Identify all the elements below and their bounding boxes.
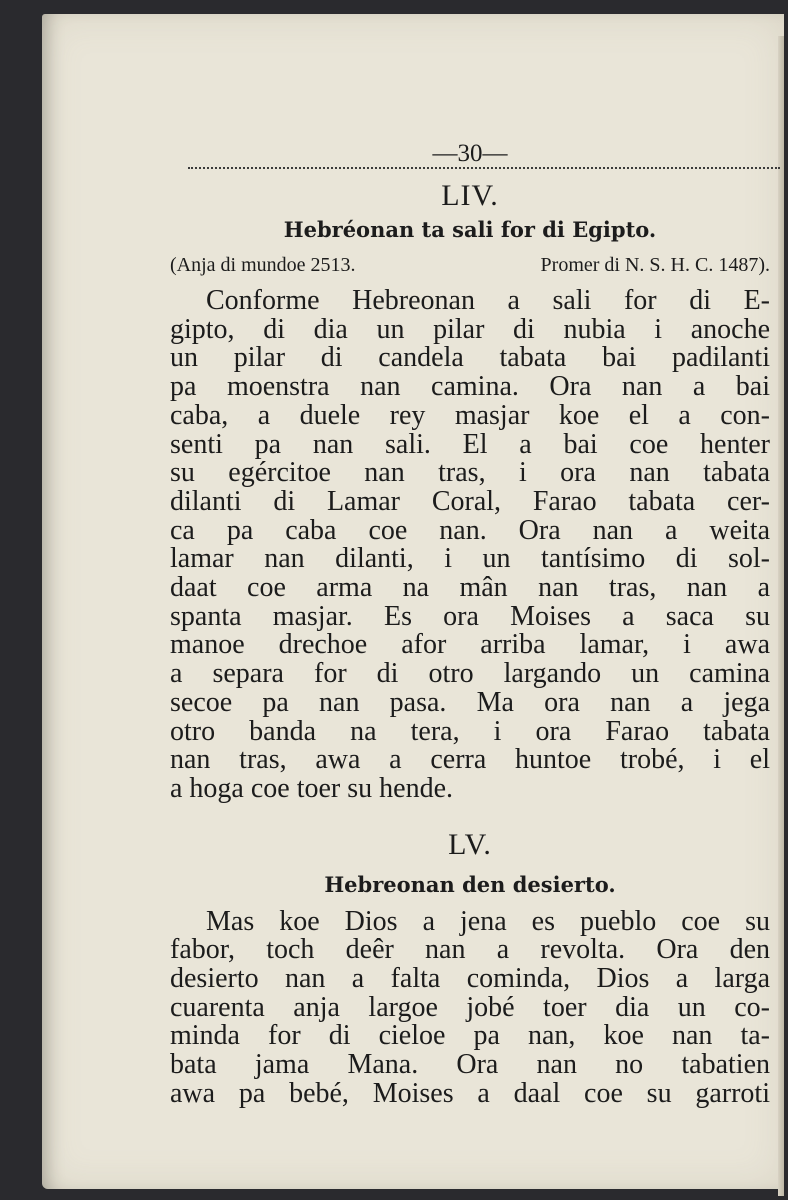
page-content (170, 139, 770, 1109)
text-line: desierto nan a falta cominda, Dios a larga (170, 963, 770, 995)
text-line: spanta masjar. Es ora Moises a saca su (170, 600, 770, 632)
page-number: —30— (432, 140, 508, 167)
text-line: ca pa caba coe nan. Ora nan a weita (170, 514, 770, 546)
section-title: Hebreonan den desierto. (324, 871, 616, 897)
text-line: fabor, toch deêr nan a revolta. Ora den (170, 934, 770, 966)
text-line: a hoga coe toer su hende. (170, 772, 453, 804)
text-line: dilanti di Lamar Coral, Farao tabata cer- (170, 485, 770, 517)
section-number: LIV. (441, 179, 499, 212)
text-line: su egércitoe nan tras, i ora nan tabata (170, 457, 770, 489)
text-line: awa pa bebé, Moises a daal coe su garroti (170, 1077, 770, 1109)
text-line: nan tras, awa a cerra huntoe trobé, i el (170, 744, 770, 776)
text-line: cuarenta anja largoe jobé toer dia un co- (170, 991, 770, 1023)
text-line: lamar nan dilanti, i un tantísimo di sol- (170, 543, 770, 575)
date-left: (Anja di mundoe 2513. (170, 254, 356, 276)
text-line: manoe drechoe afor arriba lamar, i awa (170, 629, 770, 661)
text-line: minda for di cieloe pa nan, koe nan ta- (170, 1020, 770, 1052)
text-line: secoe pa nan pasa. Ma ora nan a jega (170, 686, 770, 718)
page-header (170, 139, 770, 173)
book-page (42, 14, 784, 1189)
date-right: Promer di N. S. H. C. 1487). (540, 254, 770, 276)
text-line: senti pa nan sali. El a bai coe henter (170, 428, 770, 460)
section-number: LV. (448, 827, 492, 861)
text-line: pa moenstra nan camina. Ora nan a bai (170, 371, 770, 403)
text-line: Mas koe Dios a jena es pueblo coe su (206, 905, 770, 937)
text-line: caba, a duele rey masjar koe el a con- (170, 399, 770, 431)
text-line: otro banda na tera, i ora Farao tabata (170, 715, 770, 747)
text-line: a separa for di otro largando un camina (170, 658, 770, 690)
text-line: Conforme Hebreonan a sali for di E- (206, 285, 770, 316)
section-title: Hebréonan ta sali for di Egipto. (283, 217, 657, 242)
text-line: gipto, di dia un pilar di nubia i anoche (170, 313, 770, 345)
text-line: daat coe arma na mân nan tras, nan a (170, 572, 770, 604)
text-line: un pilar di candela tabata bai padilanti (170, 342, 770, 374)
page-edge (778, 36, 784, 1196)
text-line: bata jama Mana. Ora nan no tabatien (170, 1049, 770, 1081)
date-line (170, 251, 770, 279)
section-paragraph (170, 287, 770, 804)
section-paragraph (170, 905, 770, 1109)
